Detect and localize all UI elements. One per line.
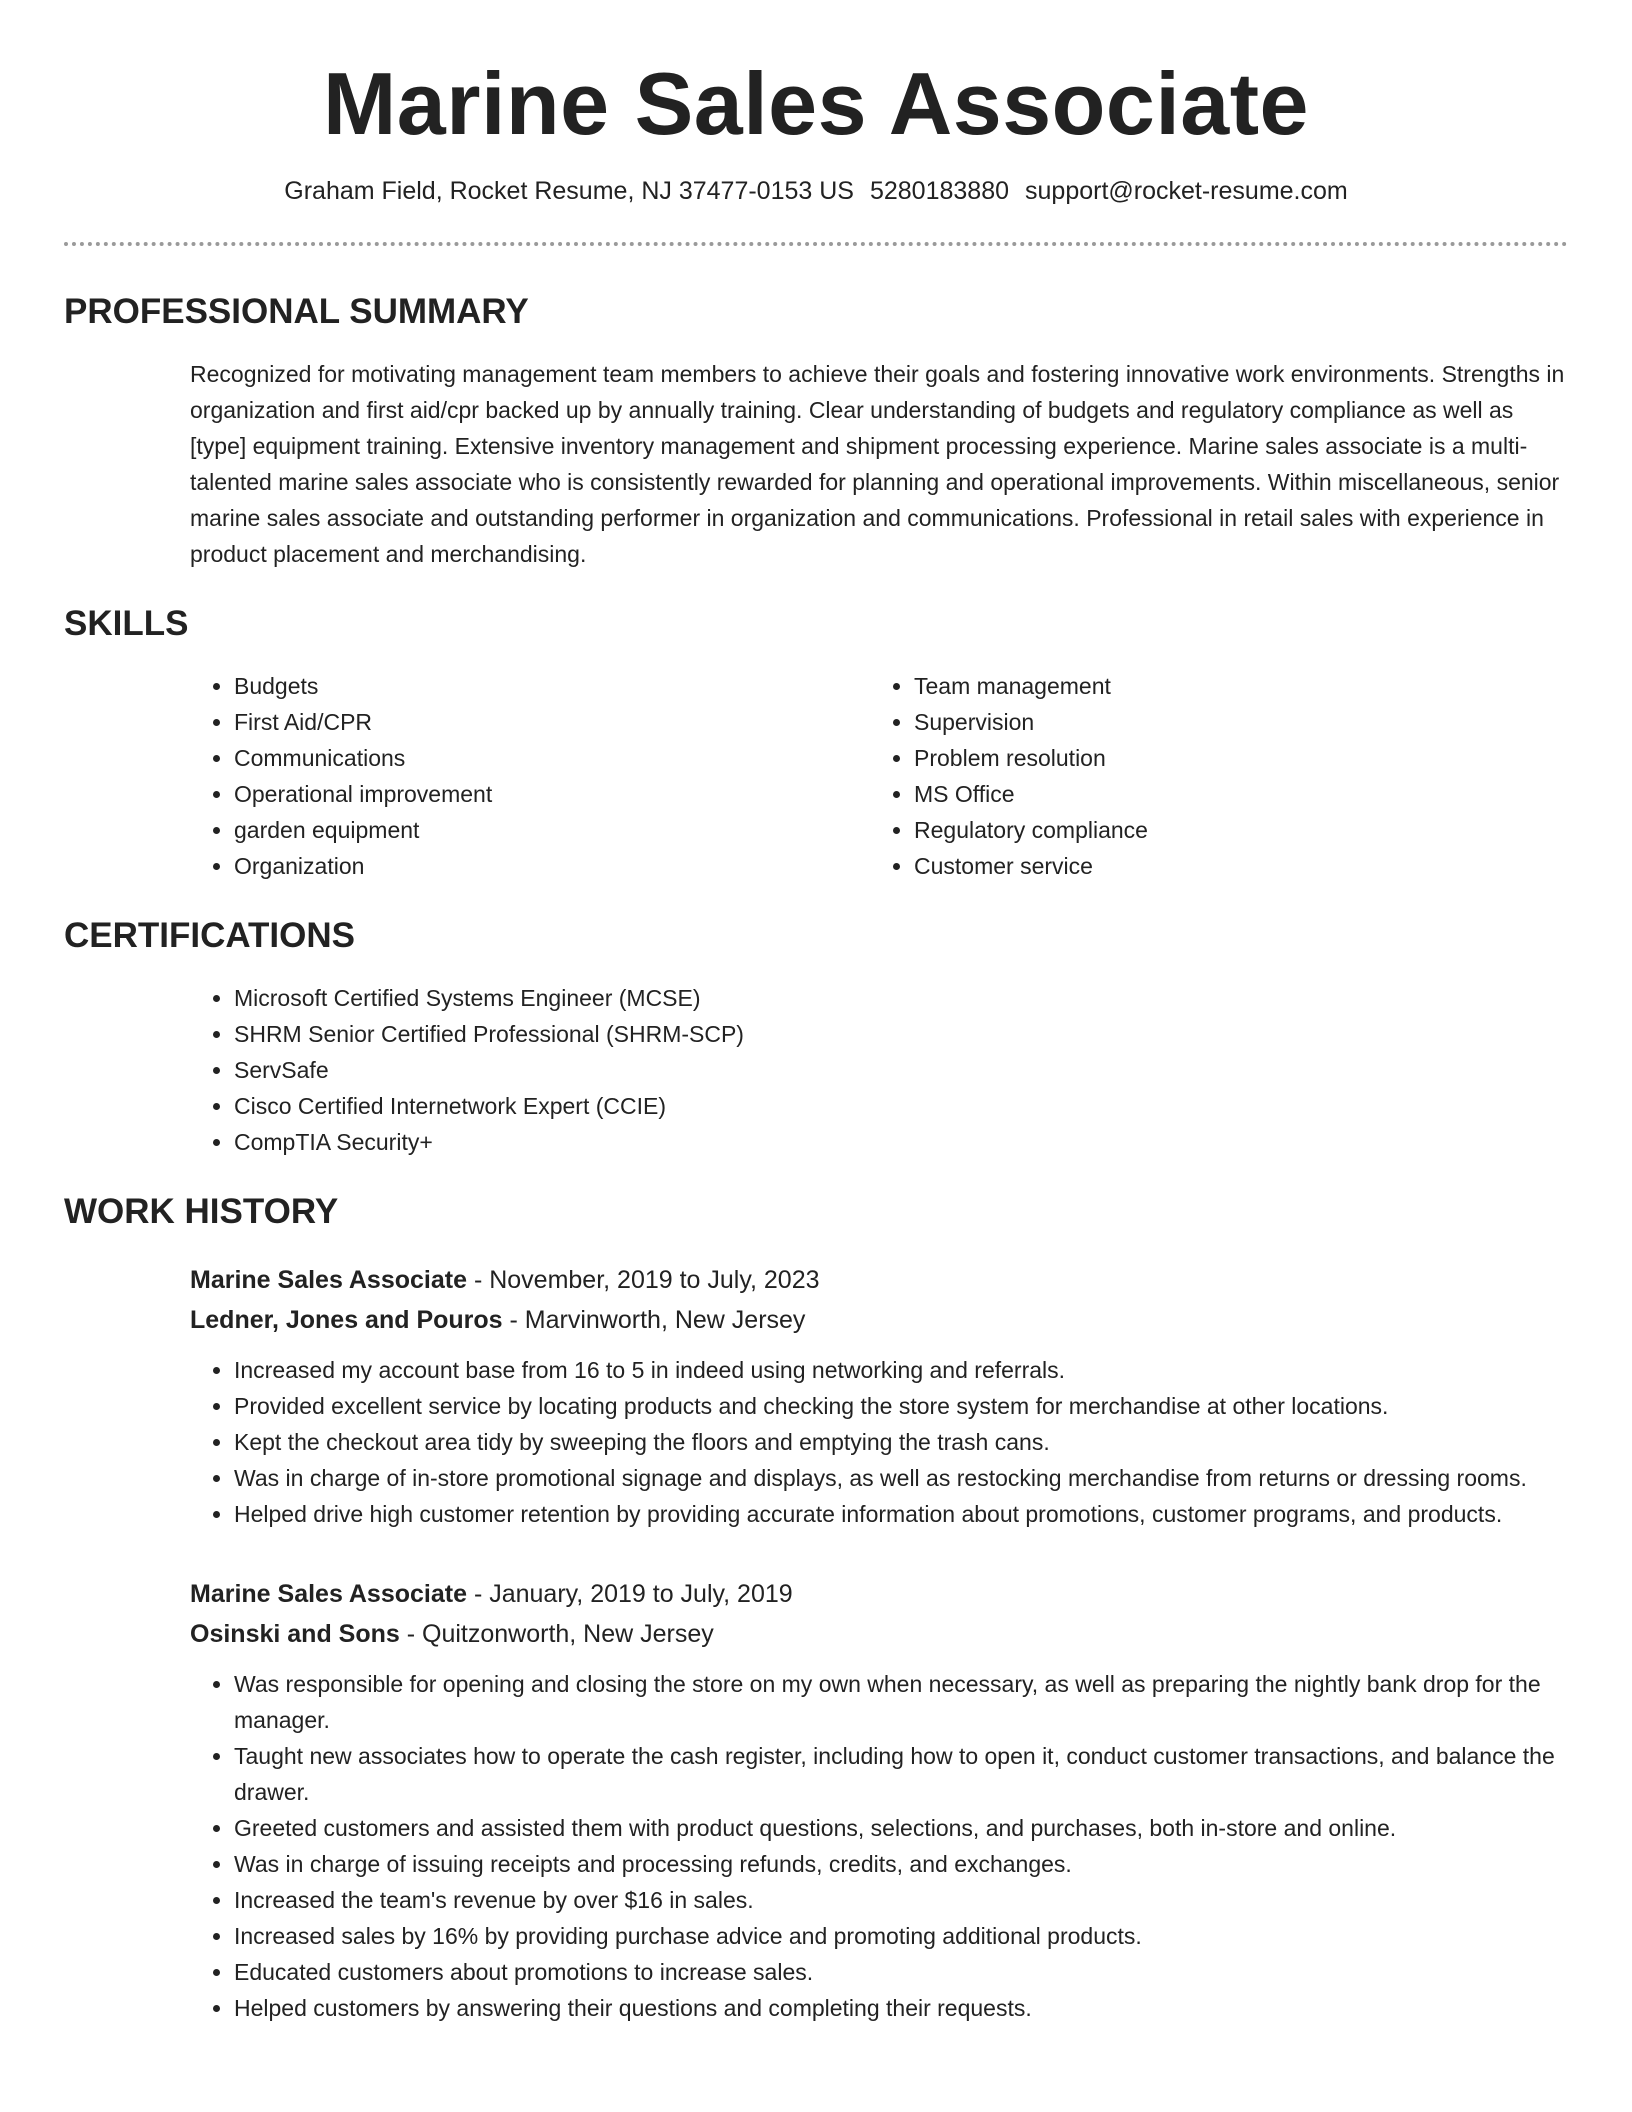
skill-item: • Customer service — [914, 848, 1550, 884]
job-bullets — [190, 1352, 1568, 1532]
skill-item: • Budgets — [234, 668, 870, 704]
job-bullet: • Increased the team's revenue by over $16 in sales. — [234, 1882, 1568, 1918]
certifications-block — [190, 980, 1568, 1160]
skill-item: • Operational improvement — [234, 776, 870, 812]
jobs-container — [190, 1260, 1568, 2026]
skills-list-left — [190, 668, 870, 884]
skill-item: • Supervision — [914, 704, 1550, 740]
job-bullet: • Helped customers by answering their questions and completing their requests. — [234, 1990, 1568, 2026]
job-bullet: • Educated customers about promotions to increase sales. — [234, 1954, 1568, 1990]
skills-section — [64, 602, 1568, 884]
skill-item: • Organization — [234, 848, 870, 884]
job-dates: - January, 2019 to July, 2019 — [467, 1580, 793, 1608]
job-bullet: • Increased sales by 16% by providing purchase advice and promoting additional products. — [234, 1918, 1568, 1954]
job-company: Osinski and Sons — [190, 1620, 400, 1648]
skill-item: • Regulatory compliance — [914, 812, 1550, 848]
skills-grid — [190, 668, 1568, 884]
summary-section — [64, 290, 1568, 572]
job-entry — [190, 1574, 1568, 2026]
contact-phone: 5280183880 — [869, 177, 1010, 205]
job-bullet: • Taught new associates how to operate the cash register, including how to open it, conduct customer transactions, and balance the drawer. — [234, 1738, 1568, 1810]
contact-email: support@rocket-resume.com — [1025, 177, 1348, 205]
skills-list-right — [870, 668, 1550, 884]
skill-item: • MS Office — [914, 776, 1550, 812]
job-bullet: • Was in charge of issuing receipts and processing refunds, credits, and exchanges. — [234, 1846, 1568, 1882]
job-dates: - November, 2019 to July, 2023 — [467, 1266, 820, 1294]
skill-item: • Communications — [234, 740, 870, 776]
certification-item: • Cisco Certified Internetwork Expert (CCIE) — [234, 1088, 1568, 1124]
work-history-section — [64, 1190, 1568, 2026]
job-bullet: • Was in charge of in-store promotional signage and displays, as well as restocking merchandise from returns or dressing rooms. — [234, 1460, 1568, 1496]
job-location: - Quitzonworth, New Jersey — [399, 1620, 714, 1648]
skills-column-right — [870, 668, 1550, 884]
contact-address: Graham Field, Rocket Resume, NJ 37477-0153 US — [284, 177, 854, 205]
job-location: - Marvinworth, New Jersey — [502, 1306, 806, 1334]
job-company-line — [190, 1614, 1568, 1654]
job-bullet: • Greeted customers and assisted them with product questions, selections, and purchases, both in-store and online. — [234, 1810, 1568, 1846]
job-title-line — [190, 1260, 1568, 1300]
skill-item: • Problem resolution — [914, 740, 1550, 776]
job-bullet: • Provided excellent service by locating products and checking the store system for merchandise at other locations. — [234, 1388, 1568, 1424]
certifications-list — [190, 980, 1568, 1160]
skill-item: • Team management — [914, 668, 1550, 704]
skills-column-left — [190, 668, 870, 884]
job-bullet: • Helped drive high customer retention by providing accurate information about promotions, customer programs, and products. — [234, 1496, 1568, 1532]
job-company: Ledner, Jones and Pouros — [190, 1306, 503, 1334]
certification-item: • Microsoft Certified Systems Engineer (MCSE) — [234, 980, 1568, 1016]
job-company-line — [190, 1300, 1568, 1340]
resume-name: Marine Sales Associate — [322, 54, 1309, 153]
certification-item: • SHRM Senior Certified Professional (SHRM-SCP) — [234, 1016, 1568, 1052]
certification-item: • CompTIA Security+ — [234, 1124, 1568, 1160]
skill-item: • First Aid/CPR — [234, 704, 870, 740]
job-role: Marine Sales Associate — [190, 1580, 467, 1608]
certifications-heading: CERTIFICATIONS — [64, 916, 356, 955]
job-role: Marine Sales Associate — [190, 1266, 467, 1294]
contact-line — [64, 174, 1568, 208]
job-bullet-list — [190, 1352, 1568, 1532]
resume-page — [64, 0, 1568, 2026]
summary-text: Recognized for motivating management team members to achieve their goals and fostering innovative work environments. Strengths in organization and first aid/cpr backed up by annually training. Clear understanding of budgets and regulatory compliance as well as [type] equipment training. Extensive inventory management and shipment processing experience. Marine sales associate is a multi-talented marine sales associate who is consistently rewarded for planning and operational improvements. Within miscellaneous, senior marine sales associate and outstanding performer in organization and communications. Professional in retail sales with experience in product placement and merchandising. — [190, 361, 1565, 567]
certification-item: • ServSafe — [234, 1052, 1568, 1088]
summary-heading: PROFESSIONAL SUMMARY — [64, 292, 529, 331]
job-bullet: • Kept the checkout area tidy by sweeping the floors and emptying the trash cans. — [234, 1424, 1568, 1460]
certifications-section — [64, 914, 1568, 1160]
skill-item: • garden equipment — [234, 812, 870, 848]
job-bullet: • Was responsible for opening and closing the store on my own when necessary, as well as preparing the nightly bank drop for the manager. — [234, 1666, 1568, 1738]
job-bullet: • Increased my account base from 16 to 5 in indeed using networking and referrals. — [234, 1352, 1568, 1388]
header-divider — [64, 242, 1568, 246]
work-history-heading: WORK HISTORY — [64, 1192, 339, 1231]
job-entry — [190, 1260, 1568, 1532]
skills-heading: SKILLS — [64, 604, 189, 643]
job-title-line — [190, 1574, 1568, 1614]
job-bullets — [190, 1666, 1568, 2026]
job-bullet-list — [190, 1666, 1568, 2026]
